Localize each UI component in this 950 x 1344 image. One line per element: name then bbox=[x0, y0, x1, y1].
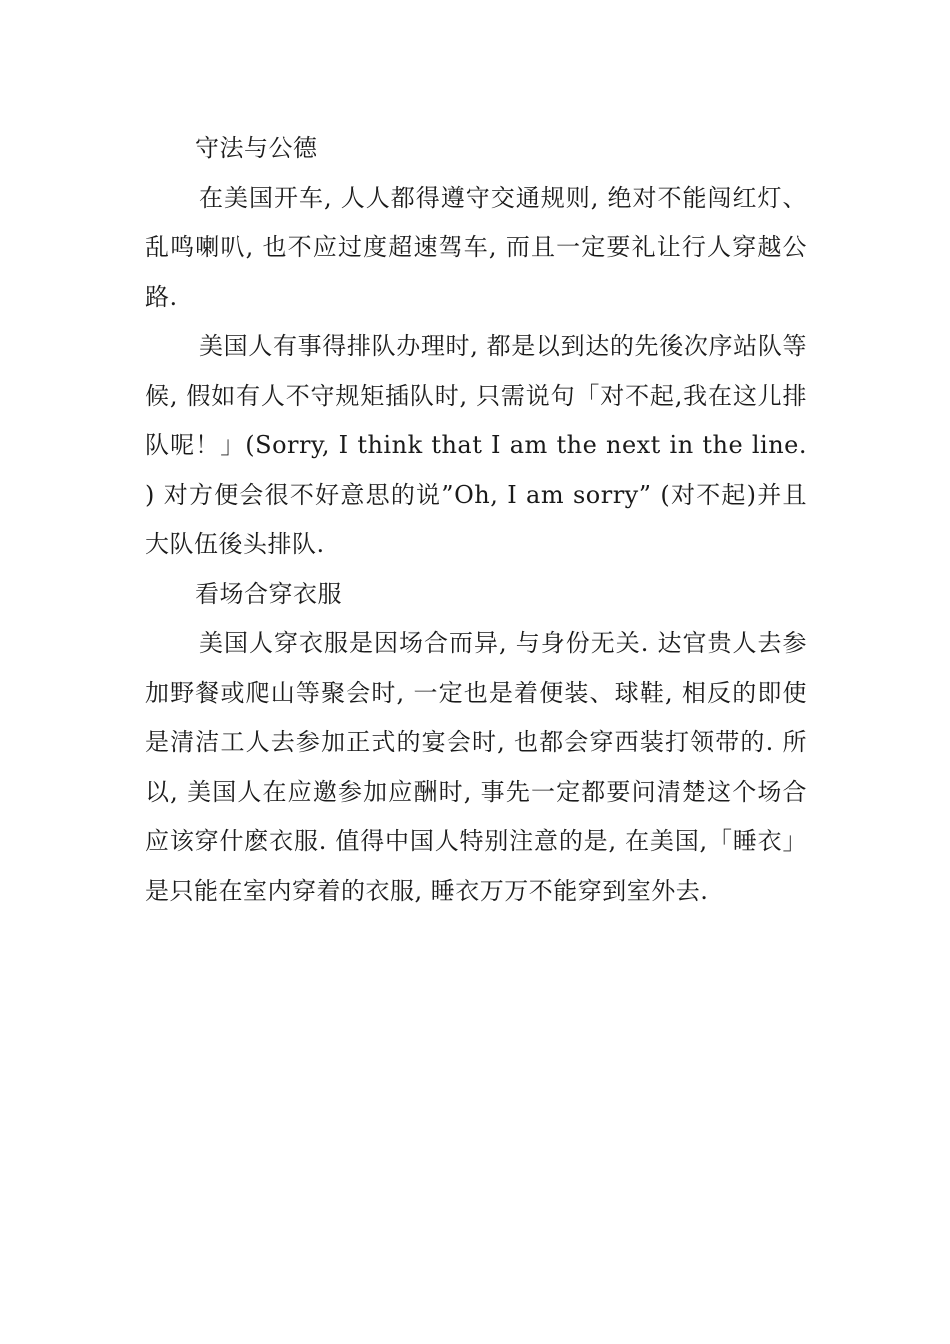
section-heading-dress-code: 看场合穿衣服 bbox=[195, 579, 342, 608]
paragraph-clothing: 美国人穿衣服是因场合而异, 与身份无关. 达官贵人去参加野餐或爬山等聚会时, 一定也是着便装、球鞋, 相反的即使是清洁工人去参加正式的宴会时, 也都会穿西装打领带的. 所以, 美国人在应邀参加应酬时, 事先一定都要问清楚这个场合应该穿什麽衣服. 值得中国人特别注意的是, 在美国,「睡衣」是只能在室内穿着的衣服, 睡衣万万不能穿到室外去. bbox=[145, 629, 807, 905]
section-heading-law-and-ethics: 守法与公德 bbox=[195, 134, 318, 162]
paragraph-queuing: 美国人有事得排队办理时, 都是以到达的先後次序站队等候, 假如有人不守规矩插队时, 只需说句「对不起,我在这儿排队呢！」(Sorry, I think that I am the next in the line. ) 对方便会很不好意思的说”Oh, I am sorry” (对不起)并且大队伍後头排队. bbox=[145, 332, 807, 558]
paragraph-driving-rules: 在美国开车, 人人都得遵守交通规则, 绝对不能闯红灯、乱鸣喇叭, 也不应过度超速驾车, 而且一定要礼让行人穿越公路. bbox=[145, 183, 807, 311]
document-body bbox=[145, 124, 807, 916]
